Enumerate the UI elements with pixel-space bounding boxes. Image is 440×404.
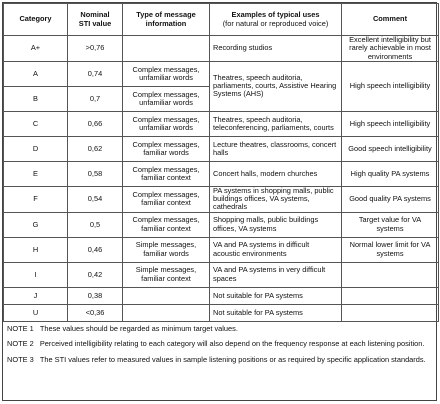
sti-value-cell: 0,42 <box>68 262 123 287</box>
table-row <box>4 262 439 287</box>
header-typical-uses: Examples of typical uses (for natural or reproduced voice) <box>210 4 342 36</box>
table-row <box>4 287 439 304</box>
typical-uses-cell: Recording studios <box>210 36 342 62</box>
comment-cell: Target value for VA systems <box>342 212 439 237</box>
note-1 <box>7 325 432 334</box>
table-row <box>4 61 439 86</box>
category-cell: E <box>4 161 68 186</box>
category-cell: U <box>4 304 68 321</box>
note-label: NOTE 3 <box>7 354 34 364</box>
sti-value-cell: 0,58 <box>68 161 123 186</box>
header-sti-value: Nominal STI value <box>68 4 123 36</box>
table-row <box>4 212 439 237</box>
comment-cell <box>342 262 439 287</box>
comment-cell <box>342 287 439 304</box>
comment-cell: High speech intelligibility <box>342 61 439 111</box>
table-row <box>4 36 439 62</box>
comment-cell: High speech intelligibility <box>342 111 439 136</box>
sti-value-cell: 0,74 <box>68 61 123 86</box>
table-header-row <box>4 4 439 36</box>
note-text: These values should be regarded as minimum target values. <box>39 323 238 333</box>
sti-value-cell: 0,7 <box>68 86 123 111</box>
typical-uses-cell: Shopping malls, public buildings offices, VA systems <box>210 212 342 237</box>
message-type-cell: Complex messages, unfamiliar words <box>123 86 210 111</box>
category-cell: A+ <box>4 36 68 62</box>
category-cell: D <box>4 136 68 161</box>
message-type-cell <box>123 36 210 62</box>
category-cell: C <box>4 111 68 136</box>
message-type-cell <box>123 304 210 321</box>
message-type-cell: Complex messages, unfamiliar words <box>123 111 210 136</box>
category-cell: J <box>4 287 68 304</box>
typical-uses-cell: Lecture theatres, classrooms, concert halls <box>210 136 342 161</box>
message-type-cell: Complex messages, familiar context <box>123 186 210 212</box>
sti-value-cell: 0,46 <box>68 237 123 262</box>
comment-cell: Normal lower limit for VA systems <box>342 237 439 262</box>
note-label: NOTE 2 <box>7 339 34 349</box>
note-label: NOTE 1 <box>7 323 34 333</box>
message-type-cell: Complex messages, familiar context <box>123 212 210 237</box>
message-type-cell: Complex messages, familiar context <box>123 161 210 186</box>
category-cell: B <box>4 86 68 111</box>
sti-value-cell: <0,36 <box>68 304 123 321</box>
category-cell: I <box>4 262 68 287</box>
typical-uses-cell: Theatres, speech auditoria, parliaments, courts, Assistive Hearing Systems (AHS) <box>210 61 342 111</box>
table-row <box>4 304 439 321</box>
category-cell: H <box>4 237 68 262</box>
comment-cell: High quality PA systems <box>342 161 439 186</box>
comment-cell <box>342 304 439 321</box>
table-row <box>4 186 439 212</box>
message-type-cell: Simple messages, familiar context <box>123 262 210 287</box>
sti-value-cell: 0,5 <box>68 212 123 237</box>
table-row <box>4 237 439 262</box>
sti-document <box>2 2 437 401</box>
note-text: The STI values refer to measured values in sample listening positions or as required by specific application standards. <box>39 354 426 364</box>
typical-uses-cell: Theatres, speech auditoria, teleconferencing, parliaments, courts <box>210 111 342 136</box>
category-cell: G <box>4 212 68 237</box>
table-row <box>4 111 439 136</box>
message-type-cell <box>123 287 210 304</box>
header-message-type: Type of message information <box>123 4 210 36</box>
typical-uses-cell: Concert halls, modern churches <box>210 161 342 186</box>
comment-cell: Excellent intelligibility but rarely achievable in most environments <box>342 36 439 62</box>
message-type-cell: Complex messages, familiar words <box>123 136 210 161</box>
typical-uses-cell: PA systems in shopping malls, public buildings offices, VA systems, cathedrals <box>210 186 342 212</box>
sti-value-cell: 0,66 <box>68 111 123 136</box>
message-type-cell: Simple messages, familiar words <box>123 237 210 262</box>
comment-cell: Good speech intelligibility <box>342 136 439 161</box>
note-3 <box>7 356 432 365</box>
note-2 <box>7 340 432 349</box>
typical-uses-cell: VA and PA systems in very difficult spaces <box>210 262 342 287</box>
sti-value-cell: >0,76 <box>68 36 123 62</box>
sti-value-cell: 0,38 <box>68 287 123 304</box>
sti-category-table <box>3 3 439 322</box>
message-type-cell: Complex messages, unfamiliar words <box>123 61 210 86</box>
table-row <box>4 136 439 161</box>
category-cell: A <box>4 61 68 86</box>
notes-section <box>3 322 436 365</box>
typical-uses-cell: VA and PA systems in difficult acoustic environments <box>210 237 342 262</box>
sti-value-cell: 0,62 <box>68 136 123 161</box>
table-row <box>4 161 439 186</box>
comment-cell: Good quality PA systems <box>342 186 439 212</box>
header-category: Category <box>4 4 68 36</box>
typical-uses-cell: Not suitable for PA systems <box>210 287 342 304</box>
note-text: Perceived intelligibility relating to each category will also depend on the frequency response at each listening position. <box>39 339 425 349</box>
category-cell: F <box>4 186 68 212</box>
header-comment: Comment <box>342 4 439 36</box>
typical-uses-cell: Not suitable for PA systems <box>210 304 342 321</box>
sti-value-cell: 0,54 <box>68 186 123 212</box>
